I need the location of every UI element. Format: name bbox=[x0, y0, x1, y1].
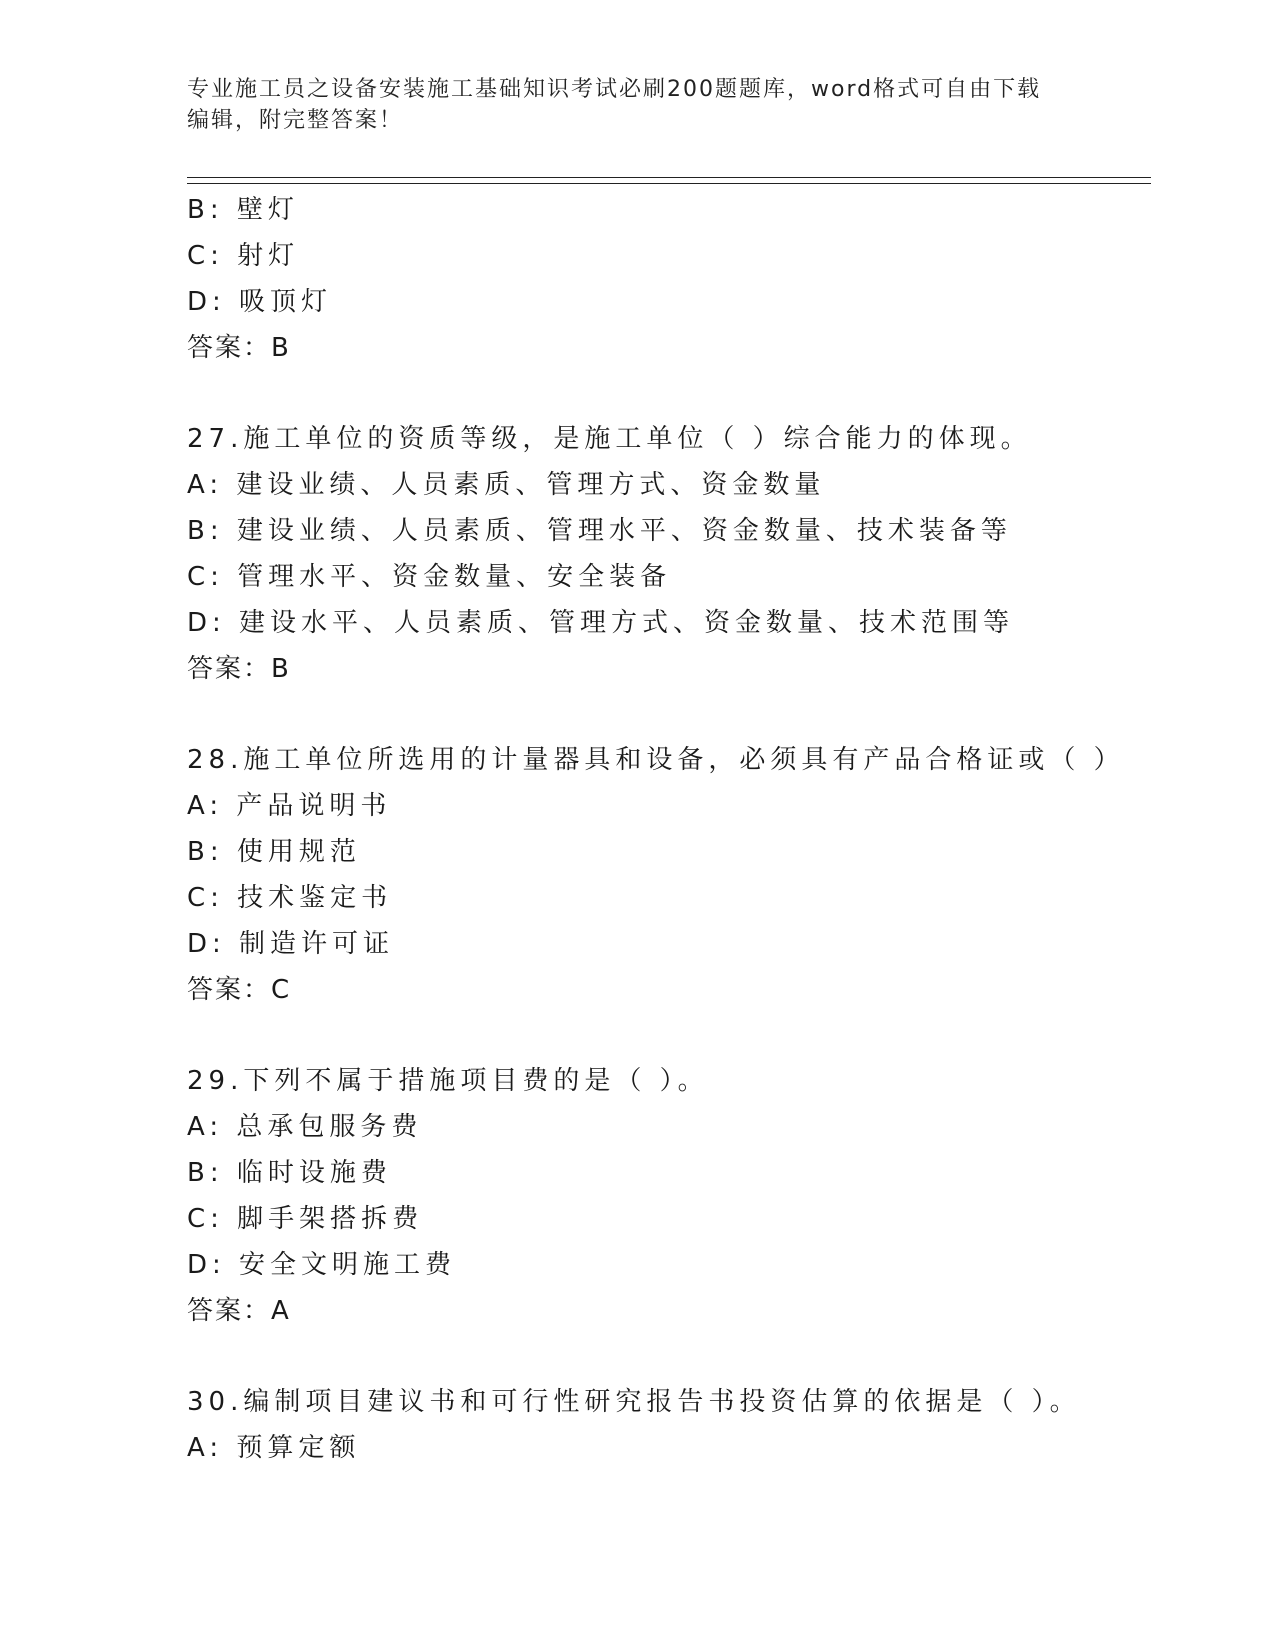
question-30 bbox=[187, 1379, 1151, 1471]
option-a: A: 产品说明书 bbox=[187, 791, 392, 821]
document-header bbox=[187, 74, 1087, 136]
option-c: C: 脚手架搭拆费 bbox=[187, 1204, 424, 1234]
question-text: 27.施工单位的资质等级，是施工单位（ ）综合能力的体现。 bbox=[187, 424, 1032, 454]
option-d: D: 建设水平、人员素质、管理方式、资金数量、技术范围等 bbox=[187, 608, 1015, 638]
header-divider bbox=[187, 177, 1151, 184]
answer-line: 答案：B bbox=[187, 333, 291, 363]
question-text: 29.下列不属于措施项目费的是（ ）。 bbox=[187, 1066, 709, 1096]
header-title-line-2: 编辑，附完整答案！ bbox=[187, 108, 404, 133]
option-a: A: 预算定额 bbox=[187, 1433, 361, 1463]
option-b: B: 壁灯 bbox=[187, 195, 299, 225]
option-a: A: 建设业绩、人员素质、管理方式、资金数量 bbox=[187, 470, 826, 500]
option-b: B: 使用规范 bbox=[187, 837, 361, 867]
option-d: D: 吸顶灯 bbox=[187, 287, 333, 317]
question-list bbox=[187, 187, 1151, 1471]
header-title-line-1: 专业施工员之设备安装施工基础知识考试必刷200题题库，word格式可自由下载 bbox=[187, 77, 1042, 102]
option-c: C: 技术鉴定书 bbox=[187, 883, 393, 913]
question-29 bbox=[187, 1058, 1151, 1334]
option-c: C: 射灯 bbox=[187, 241, 300, 271]
question-28 bbox=[187, 737, 1151, 1013]
question-27 bbox=[187, 416, 1151, 692]
option-d: D: 制造许可证 bbox=[187, 929, 395, 959]
option-b: B: 临时设施费 bbox=[187, 1158, 392, 1188]
option-d: D: 安全文明施工费 bbox=[187, 1250, 457, 1280]
question-text: 30.编制项目建议书和可行性研究报告书投资估算的依据是（ ）。 bbox=[187, 1387, 1081, 1417]
answer-line: 答案：A bbox=[187, 1296, 291, 1326]
option-b: B: 建设业绩、人员素质、管理水平、资金数量、技术装备等 bbox=[187, 516, 1012, 546]
option-c: C: 管理水平、资金数量、安全装备 bbox=[187, 562, 672, 592]
answer-line: 答案：B bbox=[187, 654, 291, 684]
question-text: 28.施工单位所选用的计量器具和设备，必须具有产品合格证或（ ） bbox=[187, 745, 1125, 775]
option-a: A: 总承包服务费 bbox=[187, 1112, 423, 1142]
question-26-continuation bbox=[187, 187, 1151, 371]
answer-line: 答案：C bbox=[187, 975, 292, 1005]
